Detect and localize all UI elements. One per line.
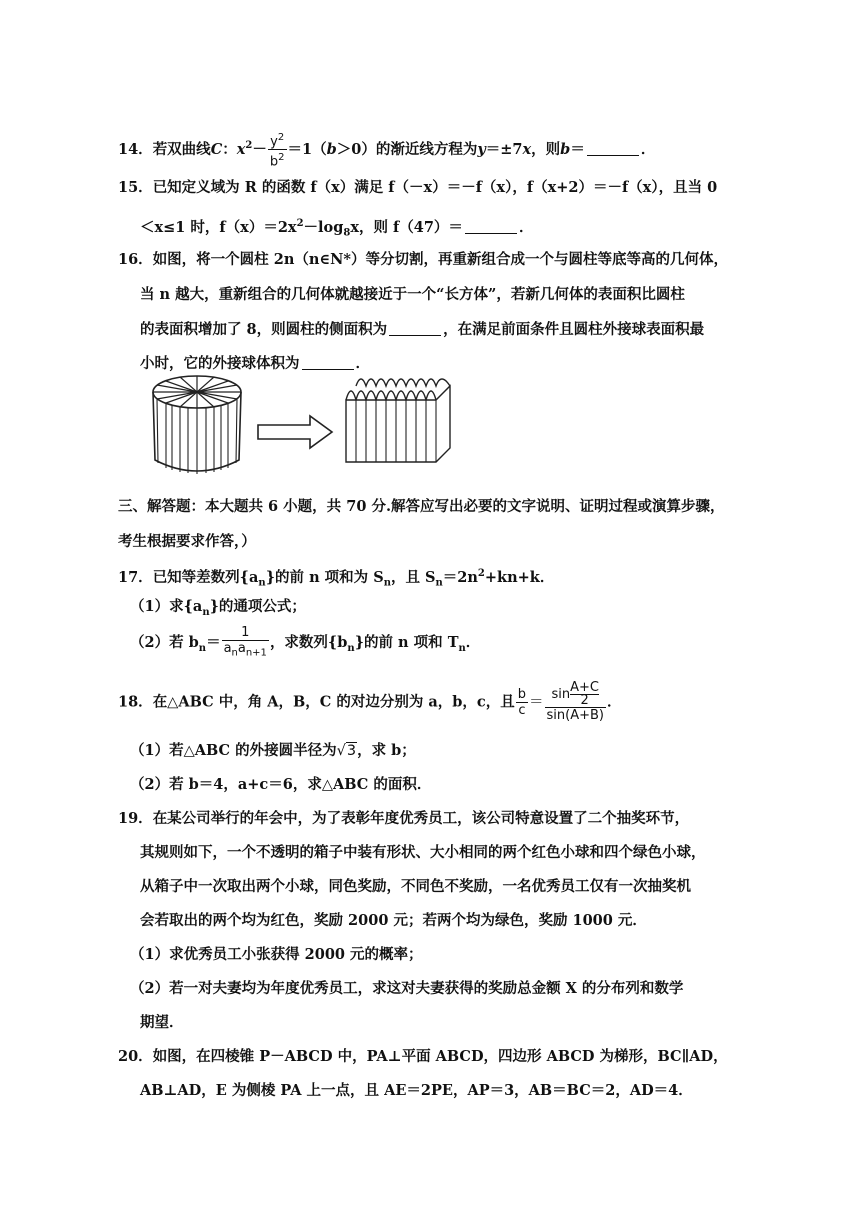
- q19-text-4: 会若取出的两个均为红色，奖励 2000 元；若两个均为绿色，奖励 1000 元．: [140, 912, 647, 929]
- q15-text-2e: ．: [518, 218, 534, 236]
- question-17-part-2: （2）若 $b_n=$ $\frac{1}{a_na_{n+1}}$ ，求数列$\{b_n\}$的前 n 项和 $T_n$．: [130, 625, 481, 659]
- section-3-text-1: 三、解答题：本大题共 6 小题，共 70 分.解答应写出必要的文字说明、证明过程或演算步骤，: [118, 498, 725, 515]
- answer-blank: [389, 321, 441, 336]
- q14-x: x: [236, 140, 246, 158]
- q19-text-3: 从箱子中一次取出两个小球，同色奖励，不同色不奖励，一名优秀员工仅有一次抽奖机: [140, 878, 691, 895]
- q18-fraction-sin: [545, 682, 606, 723]
- question-number: 18．: [118, 693, 153, 711]
- q16-text-3a: 的表面积增加了 8，则圆柱的侧面积为: [140, 321, 388, 338]
- q14-bgt: b: [326, 140, 337, 158]
- question-14: 14．若双曲线C：$x^2-$ $\frac{y^2}{b^2}$ ＝1（b＞0）的渐近线方程为y＝±7x，则b＝ ．: [118, 132, 656, 170]
- q19-part2-text-b: 期望．: [140, 1014, 184, 1031]
- question-20-line-2: [140, 1081, 693, 1101]
- q15-text-2d: x，则 f（47）＝: [350, 218, 463, 236]
- q18-sin: sin: [551, 687, 571, 702]
- q14-text: 若双曲线: [152, 140, 211, 158]
- q14-b: b: [269, 154, 279, 170]
- q18-eq: ＝: [529, 694, 544, 711]
- question-18: [118, 682, 622, 723]
- question-15-line-2: ＜x≤1 时，$f(x)=2x^2-\log_8x$，则 f（47）＝ ．: [140, 218, 534, 239]
- q14-b-var: b: [560, 140, 571, 158]
- question-16-line-3: [140, 320, 704, 340]
- q14-y: y: [270, 134, 278, 150]
- section-3-text-2: 考生根据要求作答，）: [118, 533, 256, 550]
- question-19-line-2: [140, 843, 706, 863]
- answer-blank: [465, 219, 517, 234]
- q18-part2-text: （2）若 b＝4，a+c＝6，求△ABC 的面积．: [130, 776, 432, 793]
- q19-text-1: 在某公司举行的年会中，为了表彰年度优秀员工，该公司特意设置了二个抽奖环节，: [152, 810, 690, 827]
- q16-text-3b: ，在满足前面条件且圆柱外接球表面积最: [443, 321, 705, 338]
- q17-frac-num: 1: [241, 625, 250, 641]
- q18-frac-b: b: [517, 687, 527, 702]
- arrow-right-icon: [258, 416, 332, 448]
- q14-curve: C: [210, 140, 223, 158]
- q16-text-4a: 小时，它的外接球体积为: [140, 355, 300, 372]
- q14-eq: ＝: [570, 140, 585, 158]
- q20-text-1: 如图，在四棱锥 P－ABCD 中，PA⊥平面 ABCD，四边形 ABCD 为梯形，BC∥AD，: [152, 1048, 728, 1065]
- question-number: 17．: [118, 568, 153, 586]
- q14-asym-rest: ＝±7: [485, 140, 523, 158]
- question-16-line-1: [118, 250, 728, 270]
- q18-sin-two: 2: [570, 694, 599, 707]
- q18-sin-top: A+C: [570, 680, 600, 695]
- q15-text-1: 已知定义域为 R 的函数 f（x）满足 f（－x）＝－f（x），f（x+2）＝－f（x），且当 0: [152, 179, 718, 196]
- question-number: 20．: [118, 1048, 153, 1065]
- q18-part1-text: （1）若△ABC 的外接圆半径为: [130, 742, 337, 759]
- question-17-part-1: （1）求$\{a_n\}$的通项公式；: [130, 598, 306, 618]
- q17-text-d: ＝2n: [442, 568, 478, 586]
- cylinder-figure: [150, 372, 470, 482]
- question-19-part-2: [130, 979, 683, 999]
- section-3-heading-2: [118, 532, 256, 552]
- q14-asym-x: x: [522, 140, 532, 158]
- question-number: 16．: [118, 251, 153, 268]
- question-15-line-1: [118, 178, 717, 198]
- q18-frac-den: sin(A+B): [546, 708, 605, 723]
- q16-text-4b: ．: [355, 355, 370, 372]
- q20-text-2: AB⊥AD，E 为侧棱 PA 上一点，且 AE＝2PE，AP＝3，AB＝BC＝2，AD＝4．: [140, 1082, 693, 1099]
- question-number: 14．: [118, 140, 153, 158]
- q18-sqrt3: 3: [346, 743, 357, 759]
- q17-text-b: }的前 n 项和为 S: [265, 568, 384, 586]
- q14-minus: －: [252, 140, 267, 158]
- q18-frac-c: c: [516, 702, 528, 718]
- q19-text-2: 其规则如下，一个不透明的箱子中装有形状、大小相同的两个红色小球和四个绿色小球，: [140, 844, 706, 861]
- q17-fraction: $\frac{1}{a_na_{n+1}}$: [223, 625, 267, 659]
- q17-text: 已知等差数列{a: [152, 568, 259, 586]
- q18-end: ．: [607, 693, 622, 711]
- q14-colon: ：: [222, 140, 237, 158]
- question-19-part-2-cont: [140, 1013, 184, 1033]
- question-16-line-2: [140, 285, 685, 305]
- q16-text-1: 如图，将一个圆柱 2n（n∈N*）等分切割，再重新组合成一个与圆柱等底等高的几何体，: [152, 251, 728, 268]
- q15-log-base: 8: [343, 227, 351, 239]
- question-20-line-1: [118, 1047, 728, 1067]
- question-19-line-1: [118, 809, 689, 829]
- q14-asym-y: y: [477, 140, 486, 158]
- q17-text-c: ，且 S: [390, 568, 436, 586]
- q17-part1-text-b: }的通项公式；: [209, 598, 306, 615]
- question-17: 17．已知等差数列$\{a_n\}$的前 n 项和为 $S_n$，且 $S_n=2n^2+kn+k$．: [118, 568, 555, 589]
- question-19-part-1: [130, 945, 423, 965]
- q14-eq1: ＝1（: [287, 140, 327, 158]
- q17-part2-eq: ＝: [206, 634, 221, 651]
- q15-text-2a: ＜x≤1 时，f（x）＝2x: [140, 218, 297, 236]
- q14-then: ，则: [531, 140, 561, 158]
- q16-text-2: 当 n 越大，重新组合的几何体就越接近于一个“长方体”，若新几何体的表面积比圆柱: [140, 286, 685, 303]
- q17-part2-text-c: ，求数列{b: [269, 634, 348, 651]
- q17-part1-text: （1）求{a: [130, 598, 203, 615]
- q15-text-2b: －log: [303, 218, 344, 236]
- question-number: 19．: [118, 810, 153, 827]
- prism-icon: [346, 379, 450, 462]
- question-number: 15．: [118, 179, 153, 196]
- q17-part2-text: （2）若 b: [130, 634, 199, 651]
- q14-gt0: ＞0）的渐近线方程为: [336, 140, 478, 158]
- q19-part2-text: （2）若一对夫妻均为年度优秀员工，求这对夫妻获得的奖励总金额 X 的分布列和数学: [130, 980, 684, 997]
- question-16-line-4: [140, 354, 370, 374]
- question-18-part-1: （1）若△ABC 的外接圆半径为√3，求 b；: [130, 742, 416, 759]
- question-19-line-3: [140, 877, 691, 897]
- q19-part1-text: （1）求优秀员工小张获得 2000 元的概率；: [130, 946, 423, 963]
- question-18-part-2: [130, 775, 431, 795]
- question-19-line-4: [140, 911, 647, 931]
- q17-text-e: +kn+k．: [484, 568, 555, 586]
- q17-part2-text-d: }的前 n 项和 T: [354, 634, 459, 651]
- q18-fraction-bc: [516, 687, 528, 718]
- answer-blank: [302, 355, 354, 370]
- q17-part2-end: ．: [465, 634, 481, 651]
- cylinder-icon: [153, 376, 241, 474]
- q14-fraction: $\frac{y^2}{b^2}$: [269, 132, 285, 170]
- answer-blank: [587, 141, 639, 156]
- q14-end: ．: [640, 140, 656, 158]
- q18-text: 在△ABC 中，角 A，B，C 的对边分别为 a，b，c，且: [152, 693, 515, 711]
- section-3-heading: [118, 497, 725, 517]
- q18-part1-text-b: ，求 b；: [357, 742, 416, 759]
